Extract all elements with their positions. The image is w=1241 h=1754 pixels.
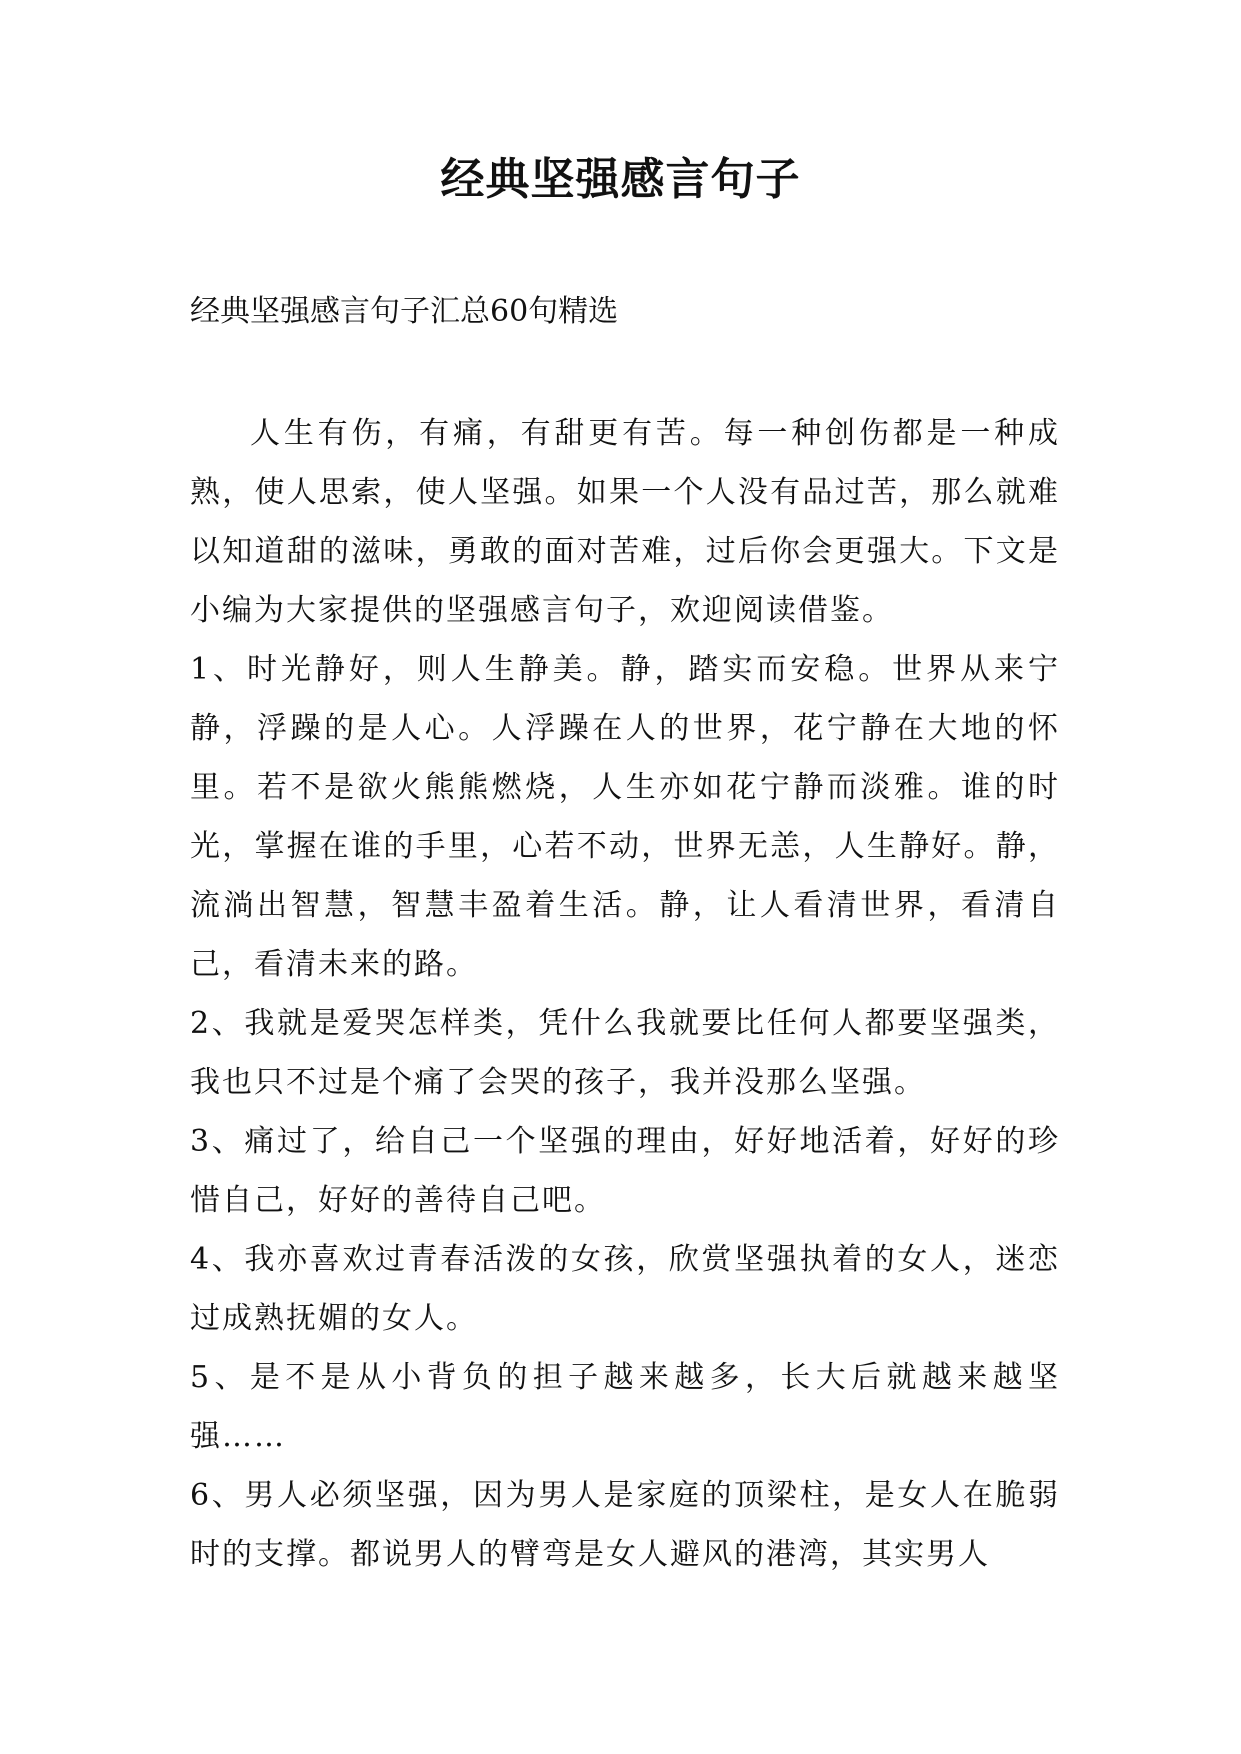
- intro-paragraph: 人生有伤，有痛，有甜更有苦。每一种创伤都是一种成熟，使人思索，使人坚强。如果一个人没有品过苦，那么就难以知道甜的滋味，勇敢的面对苦难，过后你会更强大。下文是小编为大家提供的坚强感言句子，欢迎阅读借鉴。: [190, 416, 1060, 628]
- document-subtitle: 经典坚强感言句子汇总60句精选: [190, 294, 619, 329]
- quote-item-6: 6、男人必须坚强，因为男人是家庭的顶梁柱，是女人在脆弱时的支撑。都说男人的臂弯是女人避风的港湾，其实男人: [190, 1478, 1060, 1572]
- quote-item-5: 5、是不是从小背负的担子越来越多，长大后就越来越坚强……: [190, 1360, 1060, 1454]
- document-body: [190, 404, 1060, 1584]
- quote-item-3: 3、痛过了，给自己一个坚强的理由，好好地活着，好好的珍惜自己，好好的善待自己吧。: [190, 1124, 1060, 1218]
- document-title: 经典坚强感言句子: [440, 154, 801, 205]
- quote-item-4: 4、我亦喜欢过青春活泼的女孩，欣赏坚强执着的女人，迷恋过成熟抚媚的女人。: [190, 1242, 1060, 1336]
- quote-item-2: 2、我就是爱哭怎样类，凭什么我就要比任何人都要坚强类，我也只不过是个痛了会哭的孩子，我并没那么坚强。: [190, 1006, 1060, 1100]
- quote-item-1: 1、时光静好，则人生静美。静，踏实而安稳。世界从来宁静，浮躁的是人心。人浮躁在人的世界，花宁静在大地的怀里。若不是欲火熊熊燃烧，人生亦如花宁静而淡雅。谁的时光，掌握在谁的手里，心若不动，世界无恙，人生静好。静，流淌出智慧，智慧丰盈着生活。静，让人看清世界，看清自己，看清未来的路。: [190, 652, 1060, 982]
